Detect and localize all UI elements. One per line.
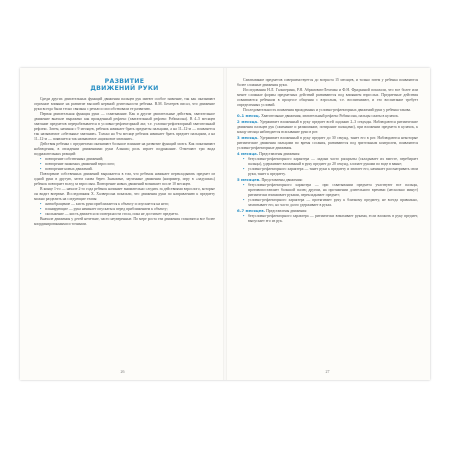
age-entry [237, 119, 418, 135]
paragraph: В конце 1-го — начале 2-го года ребенок начинает внимательно следить за действиями взрослого, которые он видит впервые. Исследования Х. Халверсона показали, что движения руки по направлению к предмету можно разделить на следующие этапы: [34, 186, 215, 201]
right-page [225, 68, 430, 380]
list-item: • условно-рефлекторного характера — тянет руки к предмету и хватает его, начинает рассматривать свои руки, тянет к предмету. [243, 167, 418, 177]
bullet-list [237, 157, 418, 177]
left-page [20, 68, 225, 380]
age-text: Представлены движения: [259, 152, 301, 156]
age-text: Хватательные движения, хватательный рефлекс Робинсона, пальцы сжаты в кулачок. [261, 114, 399, 118]
list-item: • повторение новых движений. [40, 167, 215, 172]
age-label: 4 месяца. [237, 151, 259, 156]
list-item: • повторение знакомых движений взрослого; [40, 162, 215, 167]
bullet-list [34, 202, 215, 217]
page-number: 27 [325, 369, 330, 374]
paragraph: Схватывание предметов совершенствуется до возраста 15 месяцев, и только затем у ребенка появляются более сложные движения руки. [237, 78, 418, 87]
paragraph: Вначале движения у детей нечеткие, часто неуверенные. По мере роста эти движения становятся все более координированными и точными. [34, 216, 215, 226]
paragraph: Первая двигательная функция руки — схватывание. Как и другие двигательные действия, хватательное движение вначале выражено как врожденный рефлекс (хватательный рефлекс Робинсона). В 4–5 месяцев хватание предметов перерабатывается в условно-рефлекторный акт, т.е. условно-рефлекторный хватательный рефлекс. Затем, начиная с 9 месяцев, ребенок начинает брать предметы пальцами, а на 11–12-м — появляется так называемое «обезьянье хватание». Только на 9-м месяце ребенок начинает брать предмет пальцами, а на 11–12-м — появляется так называемое «щипковое хватание». [34, 111, 215, 141]
age-label: 6–7 месяцев. [237, 208, 266, 213]
list-item: • повторение собственных движений; [40, 157, 215, 162]
page-number: 26 [120, 369, 125, 374]
bullet-list [237, 183, 418, 208]
bullet-list [34, 157, 215, 172]
age-label: 5 месяцев. [237, 177, 261, 182]
age-label: 0–1 месяц. [237, 113, 261, 118]
section-heading [34, 78, 215, 93]
paragraph: Повторение собственных движений выражается в том, что ребенок начинает перекладывать предмет из одной руки в другую, затем снова берет. Знакомые, заученные движения (например, игру в «ладушки») ребенок повторяет вслед за взрослым. Повторение новых движений возникает после 10 месяцев. [34, 171, 215, 186]
book-spread [20, 68, 430, 380]
list-item: • скольжение — кисть движется по поверхности стола, пока не достигнет предмета. [40, 212, 215, 217]
age-text: Удерживает вложенный в руку предмет до 30 секунд, тянет его в рот. Наблюдаются некоторые ритмические движения пальцами во время сосания, развиваются под зрительным контролем, появляются условно-рефлекторные движения. [237, 136, 418, 150]
paragraph: Среди других двигательных функций движения пальцев рук имеют особое значение, так как оказывают огромное влияние на развитие высшей нервной деятельности ребенка. В.М. Бехтерев писал, что движение руки всегда были тесно связаны с речью и способствовали ее развитию. [34, 96, 215, 111]
list-item: • безусловно-рефлекторного характера — ритмически взмахивает руками, если вложить в руку предмет, выпускает его из рук. [243, 214, 418, 224]
list-item: • антиобращение — кисть руки приближается к объекту и опускается на него; [40, 202, 215, 207]
list-item: • безусловно-рефлекторного характера — при схватывании предмета участвуют все пальцы, противопоставляет большой палец другим, на протяжении длительного времени (несколько минут) ритмически взмахивает руками, перекладывает предмет; [243, 183, 418, 198]
bullet-list [237, 214, 418, 224]
list-item: • условно-рефлекторного характера — протягивает руку к близкому предмету, не всегда правильно, захватывает его, но часто долго удерживает в руках. [243, 198, 418, 208]
age-entry [237, 135, 418, 151]
age-label: 3 месяца. [237, 135, 259, 140]
age-text: Представлены движения: [261, 178, 303, 182]
list-item: • планирующие — рука начинает опускаться перед приближением к объекту; [40, 207, 215, 212]
paragraph: Исследования Н.Л. Гальперина, Р.Я. Абрамович-Лехтман и Ф.Н. Фрадкиной показали, что все более или менее сложные формы предметных действий развиваются под влиянием взрослых. Предметные действия осваиваются ребенком в процессе общения с взрослым, т.е. воспитывают, и это воспитание требует определенных условий. [237, 88, 418, 107]
heading-line-2: ДВИЖЕНИЙ РУКИ [90, 85, 159, 93]
heading-line-1: РАЗВИТИЕ [104, 78, 145, 85]
age-text: Представлены движения: [266, 209, 308, 213]
paragraph: Последовательность появления врожденных и условно-рефлекторных движений руки у ребенка такова. [243, 108, 411, 112]
paragraph: Действия ребенка с предметами оказывают большое влияние на развитие функций мозга. Как показывают наблюдения, в овладении движениями руки Альшиц роль играет подражание. Отмечают три вида подражательных реакций: [34, 141, 215, 156]
age-label: 2 месяца. [237, 119, 259, 124]
age-text: Удерживает вложенный в руку предмет всей ладонью 2–3 секунды. Наблюдаются ритмические движения пальцев рук (сжимание и разжимание, потирание пальцами), при вложении предмета в кулачок, к концу месяца наблюдается всасывание руки в рот. [237, 120, 418, 134]
list-item: • безусловно-рефлекторного характера — ладони часто раскрыты (складывает их вместе, перебирает пальцы), удерживает вложенный в руку предмет до 20 секунд, хлопает руками по воде в ванне; [243, 157, 418, 167]
